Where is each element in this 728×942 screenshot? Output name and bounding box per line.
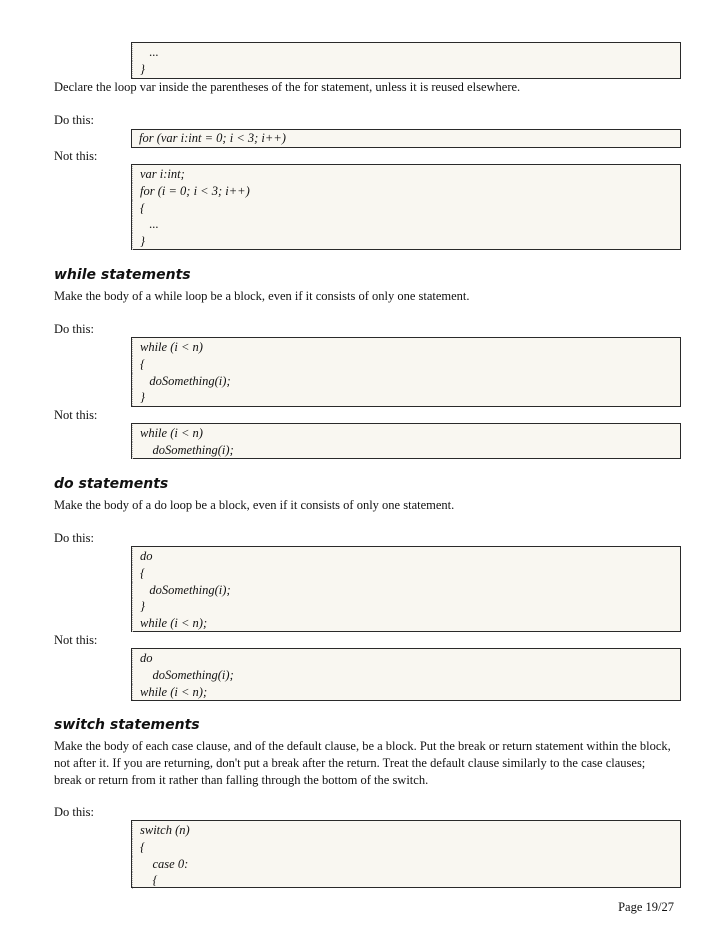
code-line: { (132, 200, 680, 217)
code-line: doSomething(i); (132, 667, 680, 684)
code-line: { (132, 872, 680, 889)
while-heading: while statements (54, 267, 191, 283)
for-do-code-block (131, 129, 681, 148)
for-intro-text: Declare the loop var inside the parentheses of the for statement, unless it is reused elsewhere. (54, 80, 521, 94)
code-line: doSomething(i); (132, 442, 680, 459)
switch-do-code-block (131, 820, 681, 888)
code-line: } (132, 598, 680, 615)
while-do-code-block (131, 337, 681, 407)
code-line: for (i = 0; i < 3; i++) (132, 183, 680, 200)
while-not-label: Not this: (54, 408, 98, 422)
code-line: } (132, 61, 680, 78)
code-line: do (132, 548, 680, 565)
code-line: while (i < n); (132, 684, 680, 701)
do-not-code-block (131, 648, 681, 701)
code-line: ... (132, 44, 680, 61)
switch-heading: switch statements (54, 717, 200, 733)
code-line: var i:int; (132, 166, 680, 183)
code-block-continued (131, 42, 681, 79)
code-line: { (132, 356, 680, 373)
code-line: doSomething(i); (132, 373, 680, 390)
code-line: doSomething(i); (132, 582, 680, 599)
code-line: { (132, 839, 680, 856)
code-line: } (132, 389, 680, 406)
switch-intro-text: Make the body of each case clause, and of the default clause, be a block. Put the break or return statement within the block, not after it. If you are returning, don't put a break after the return. Treat the default clause similarly to the case clauses; break or return from it rather than falling through the bottom of the switch. (54, 739, 671, 787)
for-not-label: Not this: (54, 149, 98, 163)
code-line: while (i < n) (132, 339, 680, 356)
do-intro-text: Make the body of a do loop be a block, even if it consists of only one statement. (54, 498, 455, 512)
code-line: for (var i:int = 0; i < 3; i++) (139, 131, 286, 145)
while-intro-text: Make the body of a while loop be a block, even if it consists of only one statement. (54, 289, 470, 303)
code-line: } (132, 233, 680, 250)
code-line: do (132, 650, 680, 667)
for-do-label: Do this: (54, 113, 94, 127)
code-line: case 0: (132, 856, 680, 873)
code-line: while (i < n) (132, 425, 680, 442)
do-do-label: Do this: (54, 531, 94, 545)
code-line: while (i < n); (132, 615, 680, 632)
code-line: { (132, 565, 680, 582)
do-not-label: Not this: (54, 633, 98, 647)
switch-do-label: Do this: (54, 805, 94, 819)
while-do-label: Do this: (54, 322, 94, 336)
code-line: switch (n) (132, 822, 680, 839)
page-number: Page 19/27 (618, 900, 674, 914)
do-heading: do statements (54, 476, 169, 492)
for-not-code-block (131, 164, 681, 250)
do-do-code-block (131, 546, 681, 632)
while-not-code-block (131, 423, 681, 459)
code-line: ... (132, 216, 680, 233)
